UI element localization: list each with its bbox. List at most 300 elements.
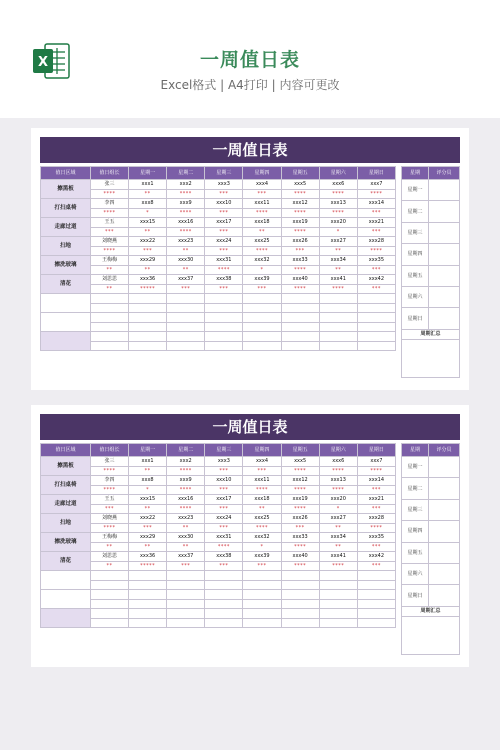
empty-cell (129, 303, 167, 313)
empty-cell (167, 322, 205, 332)
leader-rating-stars: **** (91, 523, 129, 533)
header-row (41, 444, 396, 457)
rater-row (402, 542, 460, 563)
empty-cell (91, 341, 129, 351)
empty-cell (129, 322, 167, 332)
rating-stars: *** (357, 265, 395, 275)
leader-cell: 张三 (91, 457, 129, 467)
duty-name-cell: xxx6 (319, 180, 357, 190)
empty-cell (167, 618, 205, 628)
rater-row (402, 265, 460, 286)
page-subtitle: Excel格式 | A4打印 | 内容可更改 (160, 78, 340, 92)
column-header: 星期一 (129, 167, 167, 180)
leader-rating-stars: **** (91, 189, 129, 199)
rating-stars: *** (243, 466, 281, 476)
duty-name-cell: xxx27 (319, 514, 357, 524)
table-row (41, 218, 396, 228)
rater-name-cell (429, 222, 460, 243)
rating-stars: **** (243, 485, 281, 495)
empty-cell (129, 332, 167, 342)
rating-stars: **** (357, 189, 395, 199)
summary-row (402, 329, 460, 339)
rating-stars: **** (167, 466, 205, 476)
duty-name-cell: xxx41 (319, 552, 357, 562)
duty-name-cell: xxx12 (281, 199, 319, 209)
empty-cell (281, 599, 319, 609)
duty-name-cell: xxx16 (167, 218, 205, 228)
duty-name-cell: xxx14 (357, 476, 395, 486)
column-header: 值日区域 (41, 167, 91, 180)
rater-row (402, 478, 460, 499)
empty-cell (167, 571, 205, 581)
duty-area-cell: 扫地 (41, 514, 91, 533)
rating-stars: **** (281, 284, 319, 294)
leader-rating-stars: **** (91, 485, 129, 495)
duty-name-cell: xxx23 (167, 237, 205, 247)
duty-area-cell: 打扫桌椅 (41, 476, 91, 495)
duty-name-cell: xxx42 (357, 275, 395, 285)
empty-cell (205, 590, 243, 600)
empty-cell (243, 590, 281, 600)
empty-cell (319, 303, 357, 313)
duty-name-cell: xxx14 (357, 199, 395, 209)
empty-cell (357, 609, 395, 619)
empty-row (41, 609, 396, 619)
rating-stars: *** (357, 561, 395, 571)
duty-area-cell: 走廊过道 (41, 495, 91, 514)
rater-name-cell (429, 180, 460, 201)
rater-row (402, 457, 460, 478)
empty-cell (319, 341, 357, 351)
empty-cell (281, 322, 319, 332)
svg-text:X: X (37, 55, 49, 70)
duty-name-cell: xxx22 (129, 514, 167, 524)
empty-cell (205, 303, 243, 313)
column-header: 星期五 (281, 444, 319, 457)
rating-stars: **** (281, 227, 319, 237)
duty-name-cell: xxx39 (243, 552, 281, 562)
rater-day-cell: 星期三 (402, 222, 429, 243)
rater-name-cell (429, 585, 460, 606)
rating-row (41, 208, 396, 218)
empty-area-cell (41, 590, 91, 609)
empty-cell (205, 341, 243, 351)
leader-rating-stars: ** (91, 542, 129, 552)
rating-stars: *** (167, 284, 205, 294)
rating-stars: *** (357, 227, 395, 237)
empty-cell (357, 599, 395, 609)
empty-cell (129, 580, 167, 590)
empty-cell (91, 618, 129, 628)
rating-stars: ** (129, 504, 167, 514)
rating-stars: **** (243, 523, 281, 533)
duty-name-cell: xxx31 (205, 533, 243, 543)
column-header: 星期三 (205, 167, 243, 180)
table-row (41, 514, 396, 524)
duty-area-cell: 擦黑板 (41, 457, 91, 476)
empty-cell (281, 341, 319, 351)
rating-stars: **** (281, 485, 319, 495)
rater-row (402, 222, 460, 243)
empty-row (41, 313, 396, 323)
rating-stars: ** (167, 542, 205, 552)
empty-cell (91, 313, 129, 323)
duty-name-cell: xxx10 (205, 476, 243, 486)
rater-day-cell: 星期二 (402, 201, 429, 222)
rating-row (41, 504, 396, 514)
empty-area-cell (41, 571, 91, 590)
empty-cell (205, 294, 243, 304)
empty-row (41, 571, 396, 581)
rater-day-cell: 星期四 (402, 521, 429, 542)
rating-stars: **** (205, 542, 243, 552)
empty-cell (357, 571, 395, 581)
side-header-day: 星期 (402, 167, 429, 180)
column-header: 星期六 (319, 167, 357, 180)
rating-stars: * (129, 208, 167, 218)
empty-cell (205, 332, 243, 342)
rating-row (41, 561, 396, 571)
empty-area-cell (41, 294, 91, 313)
duty-name-cell: xxx40 (281, 275, 319, 285)
duty-name-cell: xxx27 (319, 237, 357, 247)
empty-cell (167, 303, 205, 313)
duty-name-cell: xxx41 (319, 275, 357, 285)
leader-rating-stars: ** (91, 561, 129, 571)
rating-stars: *** (205, 485, 243, 495)
rating-stars: *** (281, 523, 319, 533)
duty-name-cell: xxx9 (167, 199, 205, 209)
empty-row (41, 618, 396, 628)
rating-stars: **** (167, 189, 205, 199)
leader-rating-stars: **** (91, 246, 129, 256)
rater-table (401, 443, 460, 655)
column-header: 值日区域 (41, 444, 91, 457)
rating-stars: *** (129, 246, 167, 256)
duty-name-cell: xxx4 (243, 180, 281, 190)
rater-row (402, 585, 460, 606)
duty-name-cell: xxx2 (167, 457, 205, 467)
summary-body-row (402, 339, 460, 377)
rater-name-cell (429, 457, 460, 478)
rater-name-cell (429, 521, 460, 542)
summary-label: 周期汇总 (402, 329, 460, 339)
duty-name-cell: xxx26 (281, 237, 319, 247)
empty-cell (205, 571, 243, 581)
duty-name-cell: xxx11 (243, 199, 281, 209)
empty-cell (205, 322, 243, 332)
sheet-banner: 一周值日表 (40, 414, 460, 440)
empty-cell (281, 571, 319, 581)
rater-row (402, 308, 460, 329)
duty-name-cell: xxx23 (167, 514, 205, 524)
rating-stars: *** (243, 284, 281, 294)
rater-name-cell (429, 499, 460, 520)
rating-row (41, 265, 396, 275)
empty-cell (319, 599, 357, 609)
leader-rating-stars: *** (91, 227, 129, 237)
rating-stars: *** (205, 246, 243, 256)
rating-stars: **** (243, 208, 281, 218)
rater-row (402, 521, 460, 542)
empty-cell (319, 294, 357, 304)
rating-row (41, 189, 396, 199)
duty-name-cell: xxx11 (243, 476, 281, 486)
rating-stars: * (319, 227, 357, 237)
empty-cell (243, 332, 281, 342)
rating-row (41, 542, 396, 552)
duty-name-cell: xxx28 (357, 514, 395, 524)
side-header-day: 星期 (402, 444, 429, 457)
table-row (41, 533, 396, 543)
rating-stars: **** (167, 227, 205, 237)
rating-stars: * (243, 542, 281, 552)
leader-cell: 王五 (91, 218, 129, 228)
table-row (41, 457, 396, 467)
sheet-banner: 一周值日表 (40, 137, 460, 163)
header (0, 0, 500, 118)
rating-stars: *** (357, 485, 395, 495)
empty-area-cell (41, 332, 91, 351)
leader-cell: 王梅梅 (91, 256, 129, 266)
empty-cell (281, 294, 319, 304)
duty-name-cell: xxx8 (129, 199, 167, 209)
rater-row (402, 244, 460, 265)
rating-stars: **** (205, 265, 243, 275)
rating-stars: *** (357, 504, 395, 514)
duty-name-cell: xxx15 (129, 495, 167, 505)
column-header: 星期四 (243, 167, 281, 180)
duty-name-cell: xxx34 (319, 256, 357, 266)
empty-cell (357, 303, 395, 313)
rating-stars: **** (357, 466, 395, 476)
column-header: 星期日 (357, 444, 395, 457)
rating-stars: *** (357, 542, 395, 552)
empty-cell (281, 332, 319, 342)
rater-name-cell (429, 308, 460, 329)
empty-cell (281, 618, 319, 628)
empty-row (41, 599, 396, 609)
empty-cell (243, 571, 281, 581)
rating-stars: * (319, 504, 357, 514)
duty-name-cell: xxx35 (357, 533, 395, 543)
leader-rating-stars: **** (91, 208, 129, 218)
rating-stars: **** (167, 208, 205, 218)
rater-day-cell: 星期三 (402, 499, 429, 520)
duty-area-cell: 擦洗玻璃 (41, 256, 91, 275)
rating-stars: * (243, 265, 281, 275)
header-row (41, 167, 396, 180)
empty-cell (91, 609, 129, 619)
rating-row (41, 227, 396, 237)
empty-cell (167, 341, 205, 351)
empty-cell (357, 332, 395, 342)
empty-cell (319, 609, 357, 619)
page-title: 一周值日表 (199, 49, 300, 71)
empty-cell (91, 322, 129, 332)
empty-cell (357, 341, 395, 351)
rater-day-cell: 星期日 (402, 585, 429, 606)
rating-stars: **** (281, 208, 319, 218)
leader-cell: 刘思思 (91, 552, 129, 562)
empty-cell (357, 590, 395, 600)
rater-table (401, 166, 460, 378)
duty-name-cell: xxx42 (357, 552, 395, 562)
rating-stars: ** (129, 227, 167, 237)
duty-name-cell: xxx1 (129, 457, 167, 467)
empty-cell (357, 580, 395, 590)
rating-stars: **** (357, 246, 395, 256)
column-header: 星期六 (319, 444, 357, 457)
empty-cell (167, 313, 205, 323)
rater-name-cell (429, 244, 460, 265)
duty-name-cell: xxx28 (357, 237, 395, 247)
rater-day-cell: 星期二 (402, 478, 429, 499)
rating-stars: ** (243, 227, 281, 237)
duty-name-cell: xxx13 (319, 476, 357, 486)
empty-row (41, 580, 396, 590)
empty-cell (167, 590, 205, 600)
duty-name-cell: xxx25 (243, 237, 281, 247)
duty-name-cell: xxx7 (357, 180, 395, 190)
duty-name-cell: xxx8 (129, 476, 167, 486)
table-row (41, 256, 396, 266)
duty-area-cell: 擦黑板 (41, 180, 91, 199)
rating-stars: ** (319, 265, 357, 275)
duty-name-cell: xxx29 (129, 256, 167, 266)
rating-row (41, 246, 396, 256)
summary-row (402, 606, 460, 616)
table-row (41, 237, 396, 247)
rating-stars: *** (243, 189, 281, 199)
duty-area-cell: 走廊过道 (41, 218, 91, 237)
leader-rating-stars: *** (91, 504, 129, 514)
rating-stars: **** (281, 542, 319, 552)
empty-row (41, 303, 396, 313)
empty-area-cell (41, 313, 91, 332)
empty-cell (281, 580, 319, 590)
rating-stars: **** (357, 523, 395, 533)
duty-area-cell: 清花 (41, 552, 91, 571)
duty-area-cell: 打扫桌椅 (41, 199, 91, 218)
empty-cell (91, 580, 129, 590)
summary-body-row (402, 616, 460, 654)
rater-name-cell (429, 563, 460, 584)
empty-cell (91, 590, 129, 600)
rating-stars: ** (167, 523, 205, 533)
rater-row (402, 286, 460, 307)
duty-name-cell: xxx20 (319, 495, 357, 505)
summary-body-cell (402, 339, 460, 377)
empty-cell (357, 313, 395, 323)
rater-day-cell: 星期五 (402, 265, 429, 286)
empty-row (41, 322, 396, 332)
rating-stars: **** (319, 485, 357, 495)
rating-stars: **** (281, 466, 319, 476)
duty-name-cell: xxx15 (129, 218, 167, 228)
duty-name-cell: xxx1 (129, 180, 167, 190)
rating-stars: *** (205, 504, 243, 514)
rater-name-cell (429, 286, 460, 307)
empty-cell (205, 313, 243, 323)
rater-day-cell: 星期一 (402, 457, 429, 478)
rating-stars: *** (205, 466, 243, 476)
empty-cell (129, 599, 167, 609)
duty-name-cell: xxx7 (357, 457, 395, 467)
duty-name-cell: xxx26 (281, 514, 319, 524)
rating-stars: **** (319, 189, 357, 199)
duty-name-cell: xxx40 (281, 552, 319, 562)
table-row (41, 199, 396, 209)
empty-cell (205, 599, 243, 609)
rating-stars: **** (319, 466, 357, 476)
duty-name-cell: xxx38 (205, 275, 243, 285)
leader-cell: 李四 (91, 476, 129, 486)
duty-name-cell: xxx24 (205, 514, 243, 524)
duty-name-cell: xxx19 (281, 495, 319, 505)
duty-name-cell: xxx35 (357, 256, 395, 266)
empty-cell (319, 618, 357, 628)
rating-row (41, 485, 396, 495)
rating-stars: **** (281, 189, 319, 199)
column-header: 星期四 (243, 444, 281, 457)
rating-stars: * (129, 485, 167, 495)
duty-name-cell: xxx33 (281, 256, 319, 266)
summary-label: 周期汇总 (402, 606, 460, 616)
rating-stars: **** (243, 246, 281, 256)
duty-name-cell: xxx32 (243, 533, 281, 543)
empty-row (41, 294, 396, 304)
empty-cell (129, 618, 167, 628)
empty-cell (319, 313, 357, 323)
empty-cell (243, 294, 281, 304)
rating-stars: *** (205, 523, 243, 533)
duty-name-cell: xxx29 (129, 533, 167, 543)
table-row (41, 180, 396, 190)
duty-name-cell: xxx17 (205, 218, 243, 228)
rating-stars: ***** (129, 561, 167, 571)
duty-name-cell: xxx18 (243, 218, 281, 228)
duty-name-cell: xxx22 (129, 237, 167, 247)
rating-stars: *** (129, 523, 167, 533)
duty-table (40, 443, 396, 628)
duty-name-cell: xxx39 (243, 275, 281, 285)
table-row (41, 275, 396, 285)
empty-cell (91, 294, 129, 304)
rater-day-cell: 星期一 (402, 180, 429, 201)
empty-cell (357, 294, 395, 304)
column-header: 星期二 (167, 167, 205, 180)
table-row (41, 552, 396, 562)
leader-cell: 王五 (91, 495, 129, 505)
leader-cell: 刘思思 (91, 275, 129, 285)
rating-stars: **** (319, 284, 357, 294)
duty-name-cell: xxx5 (281, 180, 319, 190)
empty-cell (129, 571, 167, 581)
empty-cell (91, 571, 129, 581)
rating-row (41, 523, 396, 533)
rating-stars: ** (129, 265, 167, 275)
rating-stars: *** (357, 284, 395, 294)
rater-day-cell: 星期日 (402, 308, 429, 329)
rating-stars: **** (319, 208, 357, 218)
duty-area-cell: 擦洗玻璃 (41, 533, 91, 552)
empty-cell (243, 341, 281, 351)
rater-name-cell (429, 265, 460, 286)
rating-stars: ** (129, 189, 167, 199)
empty-cell (243, 618, 281, 628)
duty-name-cell: xxx36 (129, 275, 167, 285)
